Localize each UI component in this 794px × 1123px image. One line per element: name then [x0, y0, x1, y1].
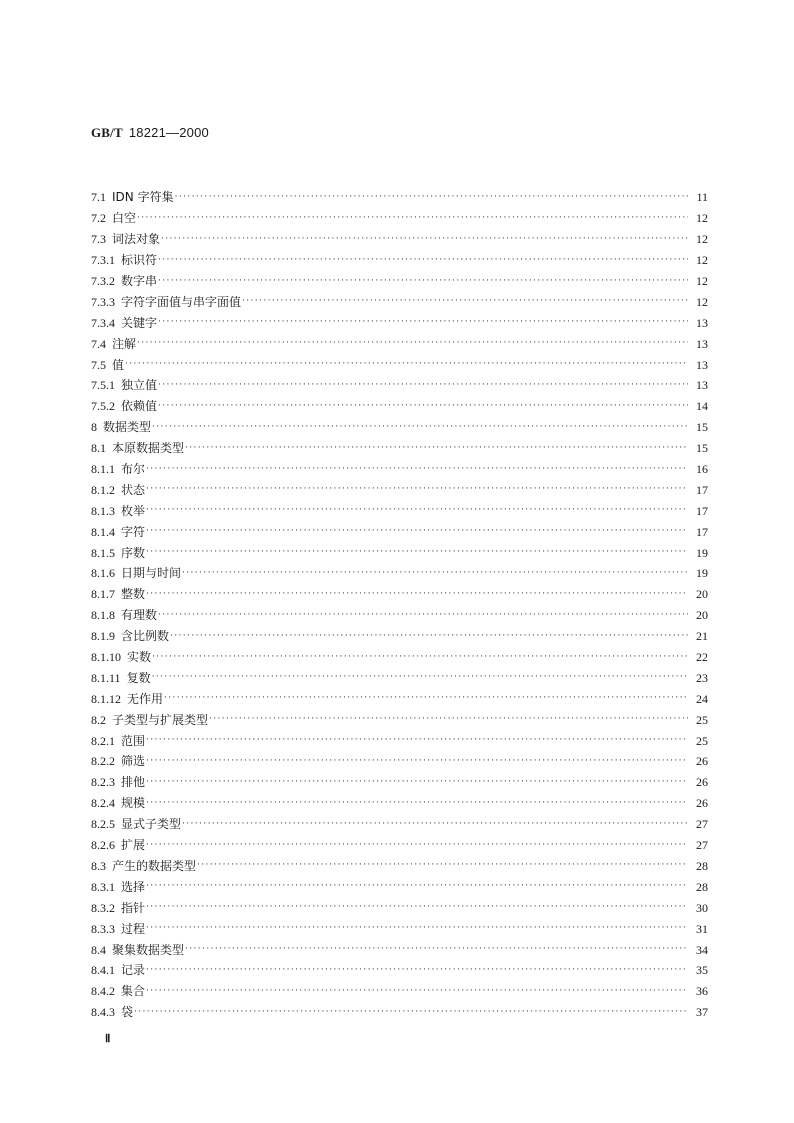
toc-entry[interactable]	[91, 814, 708, 835]
toc-entry-title: 值	[112, 357, 125, 372]
toc-entry-number: 8.1.1	[91, 462, 115, 477]
toc-entry-number: 7.1	[91, 190, 106, 205]
toc-entry[interactable]	[91, 1002, 708, 1023]
toc-entry[interactable]	[91, 897, 708, 918]
toc-entry[interactable]	[91, 396, 708, 417]
toc-entry-page: 17	[696, 503, 708, 518]
toc-entry-title: 白空	[112, 211, 137, 226]
toc-entry-title: 指针	[121, 900, 146, 915]
toc-entry-number: 8.3.3	[91, 921, 115, 936]
toc-entry-number: 8	[91, 420, 97, 435]
toc-entry[interactable]	[91, 208, 708, 229]
toc-dot-leader	[158, 277, 688, 286]
toc-entry[interactable]	[91, 438, 708, 459]
toc-entry-number: 8.3	[91, 858, 106, 873]
toc-entry-page: 15	[696, 420, 708, 435]
toc-dot-leader	[158, 402, 688, 411]
toc-dot-leader	[146, 590, 688, 599]
toc-entry-page: 23	[696, 670, 708, 685]
toc-entry-number: 8.4.3	[91, 1005, 115, 1020]
toc-entry[interactable]	[91, 417, 708, 438]
toc-entry-title: 字符字面值与串字面值	[121, 294, 242, 309]
toc-dot-leader	[146, 548, 688, 557]
toc-entry-page: 21	[696, 629, 708, 644]
toc-entry[interactable]	[91, 667, 708, 688]
standard-number: 18221—2000	[128, 125, 209, 140]
toc-dot-leader	[146, 736, 688, 745]
toc-entry[interactable]	[91, 187, 708, 208]
toc-dot-leader	[146, 987, 688, 996]
toc-entry-title: 规模	[121, 796, 146, 811]
toc-entry-number: 7.3	[91, 232, 106, 247]
toc-entry[interactable]	[91, 354, 708, 375]
toc-entry-title: 布尔	[121, 462, 146, 477]
toc-entry-title: 词法对象	[112, 232, 161, 247]
toc-dot-leader	[146, 778, 688, 787]
toc-dot-leader	[146, 841, 688, 850]
table-of-contents	[91, 187, 708, 1023]
toc-entry-number: 8.2.5	[91, 817, 115, 832]
toc-entry[interactable]	[91, 876, 708, 897]
toc-entry-page: 12	[696, 294, 708, 309]
toc-entry-title: 子类型与扩展类型	[112, 712, 209, 727]
toc-entry-number: 8.2.2	[91, 754, 115, 769]
toc-entry[interactable]	[91, 479, 708, 500]
toc-entry-title: 含比例数	[121, 629, 170, 644]
toc-entry-title: 数字串	[121, 274, 158, 288]
toc-dot-leader	[185, 945, 688, 954]
toc-entry-page: 14	[696, 399, 708, 414]
toc-dot-leader	[137, 339, 688, 348]
toc-entry-number: 8.3.2	[91, 900, 115, 915]
toc-entry-title: 状态	[121, 482, 146, 497]
toc-entry-page: 37	[696, 1005, 708, 1020]
toc-entry-title: 依赖值	[121, 399, 158, 414]
toc-dot-leader	[152, 653, 688, 662]
toc-entry[interactable]	[91, 563, 708, 584]
toc-entry-page: 26	[696, 775, 708, 790]
toc-entry-title: 整数	[121, 587, 146, 602]
toc-entry[interactable]	[91, 939, 708, 960]
toc-entry-title: 聚集数据类型	[112, 942, 185, 957]
toc-entry-page: 25	[696, 733, 708, 748]
toc-entry-title: 过程	[121, 921, 146, 936]
toc-dot-leader	[209, 715, 688, 724]
toc-dot-leader	[182, 820, 688, 829]
toc-entry-title: IDN 字符集	[112, 190, 174, 205]
toc-entry-title: 枚举	[121, 503, 146, 518]
toc-entry-title: 本原数据类型	[112, 441, 185, 456]
toc-entry-number: 8.1.2	[91, 482, 115, 497]
toc-entry-number: 7.5.2	[91, 399, 115, 414]
toc-entry-title: 排他	[121, 775, 146, 790]
toc-entry-number: 8.1.7	[91, 587, 115, 602]
toc-entry-page: 35	[696, 963, 708, 978]
toc-entry-number: 8.1.5	[91, 545, 115, 560]
toc-entry-title: 字符	[121, 524, 146, 539]
toc-entry-page: 22	[696, 650, 708, 665]
toc-entry[interactable]	[91, 960, 708, 981]
toc-dot-leader	[137, 214, 688, 223]
toc-entry-page: 30	[696, 900, 708, 915]
toc-dot-leader	[146, 966, 688, 975]
toc-entry[interactable]	[91, 375, 708, 396]
toc-dot-leader	[146, 465, 688, 474]
toc-entry-page: 12	[696, 232, 708, 247]
toc-entry-page: 19	[696, 566, 708, 581]
toc-entry-number: 8.1.8	[91, 608, 115, 623]
toc-entry[interactable]	[91, 856, 708, 877]
toc-dot-leader	[146, 506, 688, 515]
toc-dot-leader	[164, 694, 688, 703]
toc-entry-title: 无作用	[127, 691, 164, 706]
toc-entry-title: 范围	[121, 733, 146, 748]
toc-entry-title: 数据类型	[103, 420, 152, 435]
toc-entry-page: 12	[696, 274, 708, 288]
toc-dot-leader	[146, 485, 688, 494]
toc-entry[interactable]	[91, 542, 708, 563]
toc-entry[interactable]	[91, 751, 708, 772]
toc-entry-title: 选择	[121, 879, 146, 894]
toc-entry[interactable]	[91, 647, 708, 668]
toc-entry-page: 25	[696, 712, 708, 727]
toc-entry[interactable]	[91, 333, 708, 354]
toc-dot-leader	[146, 799, 688, 808]
toc-entry-page: 12	[696, 253, 708, 268]
toc-entry[interactable]	[91, 500, 708, 521]
toc-entry-number: 8.1.9	[91, 629, 115, 644]
toc-entry-page: 13	[696, 315, 708, 330]
toc-entry-title: 显式子类型	[121, 817, 182, 832]
toc-entry-title: 注解	[112, 336, 137, 351]
toc-dot-leader	[152, 423, 688, 432]
toc-entry-page: 20	[696, 608, 708, 623]
toc-entry-number: 7.3.4	[91, 315, 115, 330]
toc-dot-leader	[158, 318, 688, 327]
toc-dot-leader	[242, 297, 688, 306]
toc-entry-number: 8.1.12	[91, 691, 121, 706]
toc-entry-number: 8.2.1	[91, 733, 115, 748]
toc-dot-leader	[146, 757, 688, 766]
toc-entry-number: 8.1.3	[91, 503, 115, 518]
toc-entry-title: 复数	[126, 670, 151, 685]
toc-entry[interactable]	[91, 772, 708, 793]
toc-dot-leader	[146, 882, 688, 891]
toc-dot-leader	[146, 924, 688, 933]
toc-entry-title: 独立值	[121, 378, 158, 393]
toc-entry-number: 8.2.6	[91, 838, 115, 853]
toc-entry[interactable]	[91, 605, 708, 626]
toc-entry-title: 筛选	[121, 754, 146, 769]
toc-entry[interactable]	[91, 730, 708, 751]
toc-entry-title: 产生的数据类型	[112, 858, 197, 873]
toc-entry[interactable]	[91, 981, 708, 1002]
toc-entry-page: 20	[696, 587, 708, 602]
toc-dot-leader	[158, 256, 688, 265]
toc-entry-number: 8.4.1	[91, 963, 115, 978]
toc-dot-leader	[182, 569, 688, 578]
toc-entry-page: 19	[696, 545, 708, 560]
toc-entry[interactable]	[91, 918, 708, 939]
toc-entry-number: 7.3.1	[91, 253, 115, 268]
toc-entry-title: 记录	[121, 963, 146, 978]
toc-entry-number: 8.4	[91, 942, 106, 957]
toc-entry[interactable]	[91, 521, 708, 542]
toc-entry-title: 扩展	[121, 838, 146, 853]
toc-entry-number: 7.5	[91, 357, 106, 372]
toc-entry[interactable]	[91, 229, 708, 250]
toc-entry[interactable]	[91, 291, 708, 312]
standard-code: GB/T	[91, 125, 123, 140]
toc-entry[interactable]	[91, 584, 708, 605]
toc-dot-leader	[158, 381, 688, 390]
page-number-mark: Ⅱ	[105, 1033, 111, 1045]
toc-entry-number: 8.4.2	[91, 984, 115, 999]
toc-entry-page: 13	[696, 336, 708, 351]
toc-entry-number: 7.5.1	[91, 378, 115, 393]
toc-entry[interactable]	[91, 250, 708, 271]
toc-entry[interactable]	[91, 688, 708, 709]
toc-entry-title: 实数	[127, 650, 152, 665]
toc-entry-number: 8.3.1	[91, 879, 115, 894]
toc-dot-leader	[161, 235, 688, 244]
toc-entry-page: 27	[696, 817, 708, 832]
toc-dot-leader	[146, 903, 688, 912]
toc-dot-leader	[158, 611, 688, 620]
toc-entry-page: 28	[696, 858, 708, 873]
toc-entry[interactable]	[91, 312, 708, 333]
document-header	[91, 125, 209, 141]
toc-dot-leader	[197, 861, 688, 870]
toc-entry-title: 集合	[121, 984, 146, 999]
toc-entry-title: 袋	[121, 1005, 134, 1020]
toc-dot-leader	[175, 193, 688, 202]
toc-entry[interactable]	[91, 626, 708, 647]
toc-entry-page: 26	[696, 796, 708, 811]
toc-entry-page: 17	[696, 482, 708, 497]
toc-dot-leader	[185, 444, 688, 453]
toc-dot-leader	[170, 632, 688, 641]
toc-entry-page: 27	[696, 838, 708, 853]
toc-entry-page: 17	[696, 524, 708, 539]
toc-dot-leader	[134, 1008, 688, 1017]
toc-entry-title: 序数	[121, 545, 146, 560]
toc-entry-number: 8.2.3	[91, 775, 115, 790]
toc-entry[interactable]	[91, 835, 708, 856]
toc-entry-number: 8.1	[91, 441, 106, 456]
toc-entry-page: 36	[696, 984, 708, 999]
toc-entry-page: 13	[696, 357, 708, 372]
toc-entry-number: 8.2.4	[91, 796, 115, 811]
toc-entry[interactable]	[91, 709, 708, 730]
toc-entry-page: 11	[696, 190, 708, 205]
toc-entry-page: 24	[696, 691, 708, 706]
toc-entry-page: 26	[696, 754, 708, 769]
toc-entry-page: 12	[696, 211, 708, 226]
toc-entry-number: 7.3.3	[91, 294, 115, 309]
toc-entry-number: 7.4	[91, 336, 106, 351]
toc-dot-leader	[146, 527, 688, 536]
toc-entry-number: 7.2	[91, 211, 106, 226]
toc-entry[interactable]	[91, 271, 708, 292]
toc-entry-title: 有理数	[121, 608, 158, 623]
toc-entry-page: 13	[696, 378, 708, 393]
toc-dot-leader	[152, 673, 688, 682]
toc-dot-leader	[125, 360, 688, 369]
toc-entry-page: 31	[696, 921, 708, 936]
toc-entry-title: 关键字	[121, 315, 158, 330]
toc-entry-title: 标识符	[121, 253, 158, 268]
toc-entry-number: 8.2	[91, 712, 106, 727]
toc-entry-page: 34	[696, 942, 708, 957]
toc-entry[interactable]	[91, 793, 708, 814]
toc-entry-number: 8.1.6	[91, 566, 115, 581]
toc-entry-number: 8.1.4	[91, 524, 115, 539]
toc-entry-number: 8.1.10	[91, 650, 121, 665]
toc-entry-title: 日期与时间	[121, 566, 182, 581]
toc-entry[interactable]	[91, 459, 708, 480]
toc-entry-page: 15	[696, 441, 708, 456]
toc-entry-page: 16	[696, 462, 708, 477]
toc-entry-page: 28	[696, 879, 708, 894]
toc-entry-number: 7.3.2	[91, 274, 115, 288]
toc-entry-number: 8.1.11	[91, 670, 121, 685]
